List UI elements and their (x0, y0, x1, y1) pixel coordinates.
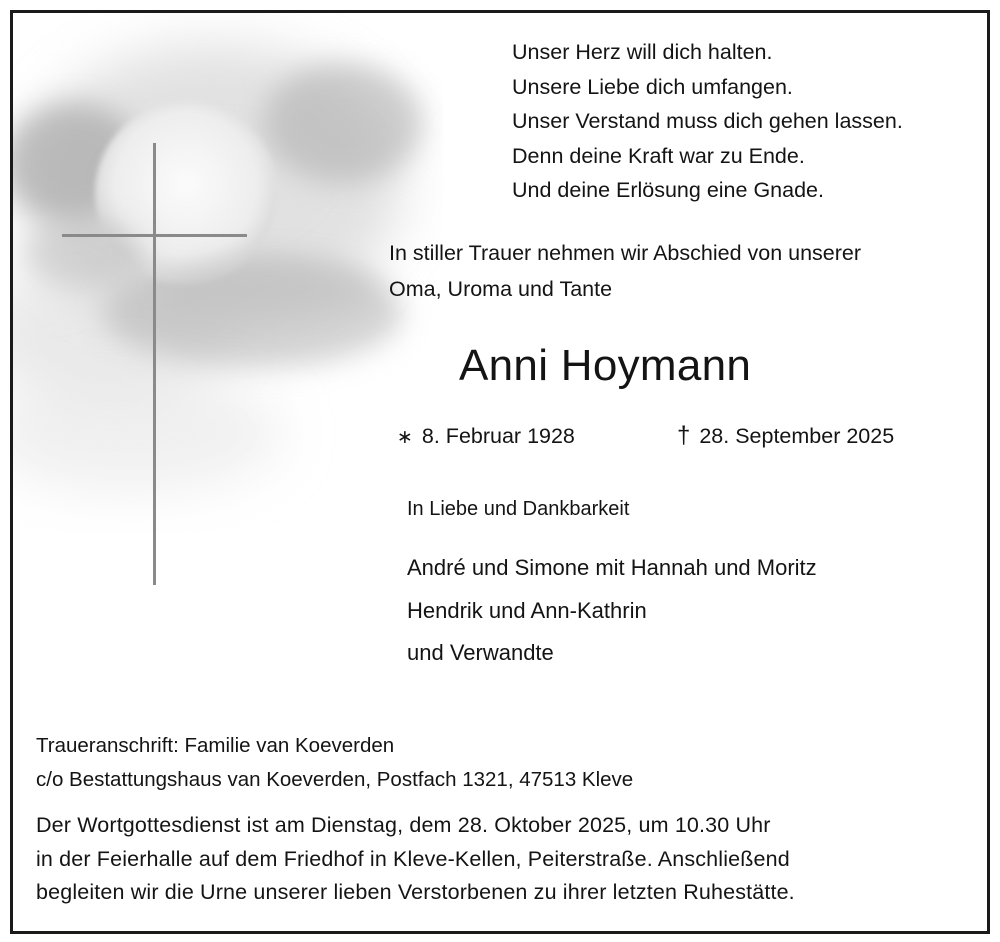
mourner-item: Hendrik und Ann-Kathrin (407, 597, 647, 623)
cross-icon (13, 13, 443, 613)
birth-date (397, 421, 575, 453)
obituary-notice (10, 10, 990, 934)
death-date-text: 28. September 2025 (699, 424, 895, 448)
birth-date-text: 8. Februar 1928 (421, 424, 575, 448)
service-line: begleiten wir die Urne unserer lieben Verstorbenen zu ihrer letzten Ruhestätte. (36, 880, 795, 904)
mourning-intro (389, 236, 979, 307)
mourner-list (407, 547, 817, 675)
service-line: in der Feierhalle auf dem Friedhof in Kleve-Kellen, Peiterstraße. Anschließend (36, 846, 790, 871)
poem-line: Und deine Erlösung eine Gnade. (512, 178, 824, 202)
deceased-name: Anni Hoymann (459, 341, 752, 390)
poem-verse (512, 35, 903, 208)
mourning-address (36, 729, 633, 796)
service-details (36, 809, 795, 910)
dagger-icon: † (677, 422, 691, 449)
poem-line: Unser Herz will dich halten. (512, 40, 773, 64)
death-date (677, 421, 894, 451)
star-icon: ∗ (397, 427, 413, 448)
address-line: c/o Bestattungshaus van Koeverden, Postfach 1321, 47513 Kleve (36, 767, 634, 791)
mourner-item: und Verwandte (407, 640, 554, 665)
address-line: Traueranschrift: Familie van Koeverden (36, 734, 395, 757)
mourner-item: André und Simone mit Hannah und Moritz (407, 555, 817, 580)
service-line: Der Wortgottesdienst ist am Dienstag, dem 28. Oktober 2025, um 10.30 Uhr (36, 813, 771, 837)
gratitude-heading: In Liebe und Dankbarkeit (407, 498, 630, 520)
intro-line: Oma, Uroma und Tante (389, 276, 613, 301)
poem-line: Unser Verstand muss dich gehen lassen. (512, 109, 903, 133)
intro-line: In stiller Trauer nehmen wir Abschied von unserer (389, 241, 862, 265)
poem-line: Unsere Liebe dich umfangen. (512, 74, 793, 99)
poem-line: Denn deine Kraft war zu Ende. (512, 143, 805, 168)
